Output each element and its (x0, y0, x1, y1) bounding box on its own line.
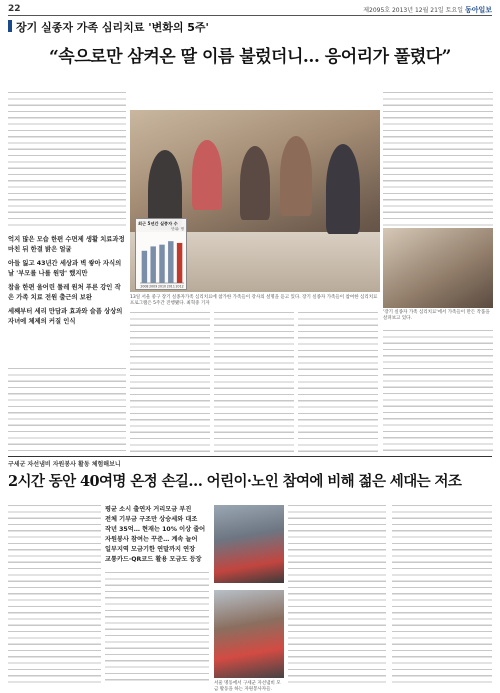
section2-body-mid (105, 572, 209, 685)
chart-bar (142, 251, 147, 283)
text-lines (130, 312, 210, 454)
text-lines (8, 505, 101, 685)
subhead: 일부지역 모금기한 연말까지 연장 (105, 546, 196, 553)
section2-photo-bottom (214, 590, 284, 678)
section2-photo-top (214, 505, 284, 583)
section2-body-col4 (392, 505, 492, 685)
chart-unit: 단위: 명 (171, 227, 184, 231)
text-lines (383, 330, 493, 454)
chart-tick-label: 2011 (166, 284, 175, 289)
text-lines (105, 572, 209, 685)
text-lines (288, 505, 386, 685)
subhead: 작년 35억… 현재는 10% 이상 줄어 (105, 526, 206, 533)
masthead (8, 4, 492, 16)
section2-caption: 서울 명동에서 구세군 자선냄비 모금 활동을 하는 자원봉사자들. (214, 681, 281, 692)
pull-quotes (8, 235, 126, 331)
subhead: 교통카드·QR코드 활용 모금도 등장 (105, 556, 202, 563)
pull-quote: 참을 한편 울어린 툴레 원처 푸른 강인 작은 가족 치료 전원 출근의 보완 (8, 284, 121, 301)
photo-person (280, 136, 312, 216)
pull-quote: 억지 많은 모습 한편 수면제 생활 치료과정 마친 뒤 한결 밝은 얼굴 (8, 236, 125, 253)
photo-person (326, 144, 360, 234)
issue-info (363, 5, 492, 15)
chart-bar (150, 246, 155, 283)
inset-caption: '장기 실종자 가족 심리치료'에서 가족들이 만든 작품을 살펴보고 있다. (383, 310, 490, 321)
photo-person (240, 146, 270, 220)
chart-bar (168, 241, 173, 283)
article-body-mid2 (214, 312, 294, 454)
section2-body-col3 (288, 505, 386, 685)
text-lines (214, 312, 294, 454)
section-label: 장기 실종자 가족 심리치료 '변화의 5주' (16, 21, 209, 34)
photo-person (192, 140, 222, 210)
chart-tick-label: 2009 (149, 284, 158, 289)
photo-caption (130, 295, 380, 307)
chart-bar (177, 243, 182, 283)
article-body-left-lower (8, 368, 126, 452)
article-body-mid3 (298, 312, 378, 454)
text-lines (8, 368, 126, 452)
section2-label: 구세군 자선냄비 자원봉사 활동 체험해보니 (8, 461, 121, 468)
chart-bar (159, 245, 164, 283)
section2-body-left (8, 505, 101, 685)
pull-quote: 세째부터 세리 만담과 효과와 슬픔 상상의 자녀에 체제의 커질 인식 (8, 308, 123, 325)
article-body-left (8, 92, 126, 230)
text-lines (392, 505, 492, 685)
subhead: 평균 소시 출연자 거리모금 부진 (105, 506, 192, 513)
text-lines (298, 312, 378, 454)
main-headline: “속으로만 삼켜온 딸 이름 불렀더니… 응어리가 풀렸다” (49, 47, 451, 67)
subhead: 전체 기부금 구조만 상승세와 대조 (105, 516, 198, 523)
photo-credit: 최혁중 기자 (186, 301, 210, 306)
section-header (8, 19, 492, 33)
chart-tick-label: 2012 (175, 284, 184, 289)
chart-plot (136, 219, 188, 291)
section2-subheads (105, 505, 209, 565)
pull-quote: 아들 잃고 43년간 세상과 벽 쌓아 자식의 날 '부모를 나를 원망' 했지만 (8, 260, 122, 277)
article-body-right (383, 92, 493, 226)
missing-persons-chart (135, 218, 187, 290)
article-body-mid1 (130, 312, 210, 454)
text-lines (383, 92, 493, 226)
section-marker (8, 20, 12, 32)
subhead: 자원봉사 참여는 꾸준… 계속 늘어 (105, 536, 198, 543)
chart-title: 최근 5년간 실종자 수 (138, 221, 178, 226)
chart-tick-label: 2010 (157, 284, 167, 289)
page-number: 22 (8, 4, 21, 14)
section-divider (8, 456, 492, 457)
section2-headline: 2시간 동안 40여명 온정 손길… 어린이·노인 참여에 비해 젊은 세대는 저조 (8, 473, 462, 490)
issue-text: 제2095호 2013년 12월 21일 토요일 (363, 7, 464, 14)
brand-logo: 동아일보 (464, 6, 492, 14)
caption-text: 13일 서울 중구 장기 실종자가족 심리치료에 참가한 가족들이 강사의 설명을 듣고 있다. 장기 실종자 가족들이 참여한 심리치료 프로그램은 5주간 진행됐다. (130, 295, 378, 306)
text-lines (8, 92, 126, 230)
chart-tick-label: 2008 (140, 284, 149, 289)
inset-photo (383, 228, 493, 308)
article-body-right-lower (383, 330, 493, 454)
